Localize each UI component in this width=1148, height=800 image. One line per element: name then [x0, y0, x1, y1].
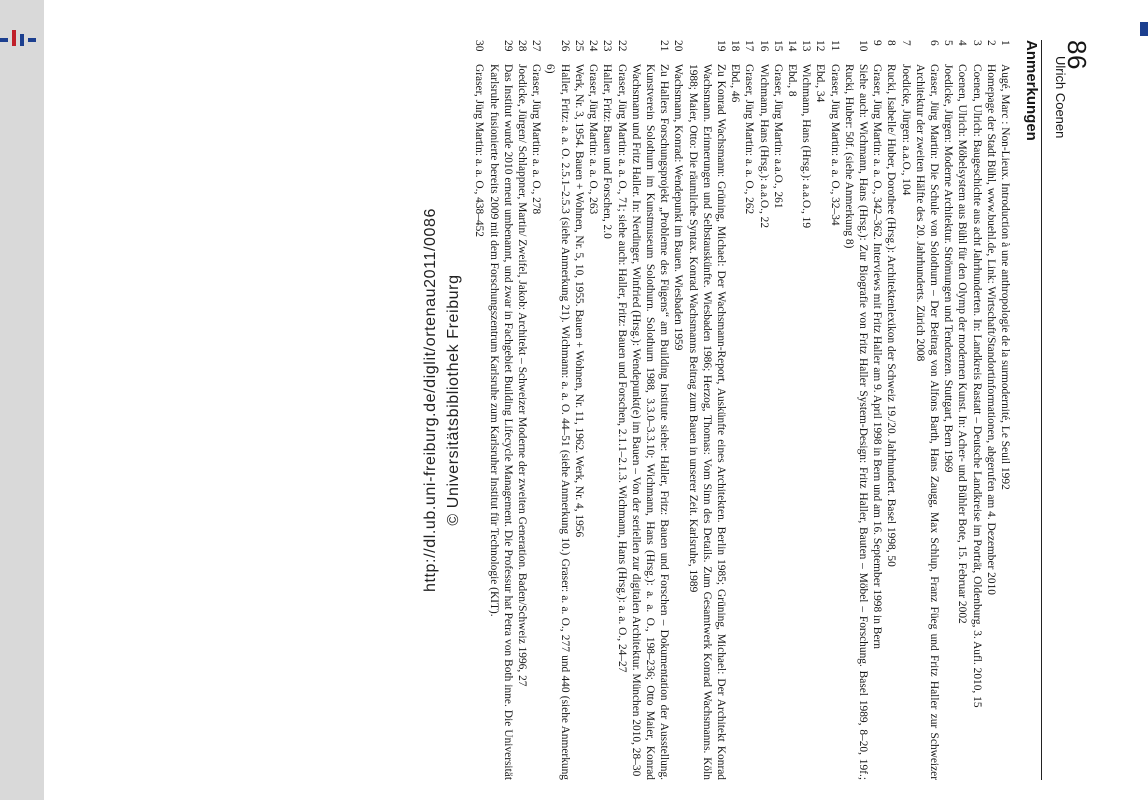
note-text: Ebd., 8: [785, 64, 798, 97]
note-number: 25: [572, 40, 585, 52]
note-text: Graser, Jürg Martin: a. a. O., 32–34: [828, 64, 841, 226]
note-number: 8: [885, 40, 898, 46]
note-item: [771, 40, 785, 780]
note-number: 17: [743, 40, 756, 52]
note-number: 14: [785, 40, 798, 52]
note-text: Ebd., 46: [729, 64, 742, 103]
note-number: 20: [672, 40, 685, 52]
note-item: [969, 40, 983, 780]
note-item: [671, 40, 685, 780]
note-item: [586, 40, 600, 780]
note-number: 6: [927, 40, 940, 46]
corner-marker-icon: [1140, 22, 1148, 36]
note-text: Graser, Jürg Martin: a. a. O., 342–362. Interviews mit Fritz Haller am 9. April 1998 in Bern und am 16. September 1998 in Bern: [871, 64, 884, 649]
note-item: [515, 40, 529, 780]
note-text: Zu Hallers Forschungsprojekt „Probleme des Fügens“ am Building Institute siehe: Haller, Fritz: Bauen und Forschen – Dokumentation der Ausstellung. Kunstverein Solothurn im Kunstmuseum Solothurn. Solothurn 1988, 3.3.0–3.3.10; Wichmann, Hans (Hrsg.): a. a. O., 198–236; Otto Maier, Konrad Wachsmann und Fritz Haller. In: Nerdinger, Winfried (Hrsg.): Wendepunkt(e) im Bauen – Von der seriellen zur digitalen Architektur. München 2010, 28–30: [629, 64, 671, 780]
note-number: 13: [800, 40, 813, 52]
note-number: 16: [757, 40, 770, 52]
note-number: 26: [558, 40, 571, 52]
note-item: [842, 40, 870, 780]
note-item: [813, 40, 827, 780]
note-item: [685, 40, 728, 780]
note-number: 11: [828, 40, 841, 51]
watermark-copyright: © Universitätsbibliothek Freiburg: [445, 274, 462, 526]
note-number: 21: [658, 40, 671, 52]
note-number: 29: [501, 40, 514, 52]
note-item: [941, 40, 955, 780]
note-number: 19: [714, 40, 727, 52]
note-text: Graser, Jürg Martin: a. a. O., 278: [530, 64, 543, 215]
note-item: [543, 40, 571, 780]
note-number: 18: [729, 40, 742, 52]
note-text: Graser, Jürg Martin: a. a. O., 438–452: [473, 64, 486, 238]
note-text: Graser, Jürg Martin: a. a. O., 263: [587, 64, 600, 215]
note-text: Joedicke, Jürgen: a.a.O., 104: [899, 64, 912, 196]
note-text: Wichmann, Hans (Hrsg.): a.a.O., 22: [757, 64, 770, 229]
note-text: Graser, Jürg Martin: a.a.O., 261: [771, 64, 784, 209]
section-heading: Anmerkungen: [1023, 40, 1040, 141]
note-item: [486, 40, 514, 780]
note-item: [884, 40, 898, 780]
note-text: Graser, Jürg Martin: a. a. O., 71; siehe auch: Haller, Fritz: Bauen und Forschen, 2.1.1–2.1.3. Wichmann, Hans (Hrsg.): a. a. O., 24–27: [615, 64, 628, 673]
note-number: 23: [601, 40, 614, 52]
note-number: 24: [587, 40, 600, 52]
note-item: [799, 40, 813, 780]
note-item: [600, 40, 614, 780]
note-text: Wachsmann, Konrad: Wendepunkt im Bauen. Wiesbaden 1959: [672, 64, 685, 351]
note-item: [870, 40, 884, 780]
note-item: [728, 40, 742, 780]
note-number: 7: [899, 40, 912, 46]
page-number: 86: [1062, 40, 1092, 70]
watermark: [414, 0, 470, 800]
note-number: 9: [871, 40, 884, 46]
note-text: Das Institut wurde 2010 erneut umbenannt, und zwar in Fachgebiet Building Lifecycle Management. Die Professur hat Petra von Both inne. Die Universität Karlsruhe fusionierte bereits 2009 mit dem Forschungszentrum Karlsruhe zum Karlsruher Institut für Technologie (KIT).: [487, 64, 514, 780]
note-text: Siehe auch: Wichmann, Hans (Hrsg.): Zur Biografie von Fritz Haller System-Design: Fritz Haller, Bauten – Möbel – Forschung. Basel 1989, 8–20, 19f.; Rucki, Huber: 50f. (siehe Anmerkung 8): [842, 64, 869, 780]
note-number: 15: [771, 40, 784, 52]
note-item: [898, 40, 912, 780]
note-number: 30: [473, 40, 486, 52]
note-item: [572, 40, 586, 780]
note-item: [614, 40, 628, 780]
note-number: 1: [999, 40, 1011, 46]
note-item: [785, 40, 799, 780]
note-text: Joedicke, Jürgen/ Schlappner, Martin/ Zweifel, Jakob: Architekt – Schweizer Moderne der zweiten Generation. Baden/Schweiz 1996, 27: [516, 64, 529, 687]
note-text: Coenen, Ulrich: Baugeschichte aus acht Jahrhunderten. In: Landkreis Rastatt – Deutsche Landkreise im Porträt, Oldenburg, 3. Aufl. 2010, 15: [970, 64, 983, 708]
note-text: Zu Konrad Wachsmann: Grüning, Michael: Der Wachsmann-Report, Auskünfte eines Architekten. Berlin 1985; Grüning, Michael: Der Architekt Konrad Wachsmann. Erinnerungen und Selbstauskünfte. Wiesbaden 1986; Herzog, Thomas: Vom Sinn des Details. Zum Gesamtwerk Konrad Wachsmanns. Köln 1988; Maier, Otto: Die räumliche Syntax. Konrad Wachsmanns Beitrag zum Bauen in unserer Zeit. Karlsruhe, 1989: [686, 64, 727, 780]
watermark-url[interactable]: http://dl.ub.uni-freiburg.de/diglit/ortenau2011/0086: [422, 207, 439, 593]
note-number: 27: [530, 40, 543, 52]
note-item: [955, 40, 969, 780]
note-item: [827, 40, 841, 780]
note-number: 22: [615, 40, 628, 52]
note-text: Werk, Nr. 3, 1954. Bauen + Wohnen, Nr. 5, 10, 1955. Bauen + Wohnen, Nr. 11, 1962. Werk, Nr. 4, 1956: [572, 64, 585, 538]
note-number: 4: [956, 40, 969, 46]
note-number: 5: [942, 40, 955, 46]
note-text: Augé, Marc : Non-Lieux. Introduction à une anthropologie de la surmodernité, Le Seuil 1992: [999, 64, 1011, 490]
note-text: Homepage der Stadt Bühl, www.buehl.de, Link: Wirtschaft/Standortinformationen, abgerufen am 4. Dezember 2010: [984, 64, 997, 595]
note-text: Haller, Fritz: a. a. O. 2.5.1–2.5.3 (siehe Anmerkung 21). Wichmann: a. a. O. 44–51 (siehe Anmerkung 10.) Graser: a. a. O., 277 und 440 (siehe Anmerkung 6): [544, 64, 571, 780]
running-head-author: Ulrich Coenen: [1053, 56, 1068, 139]
note-item: [472, 40, 486, 780]
note-item: [913, 40, 941, 780]
note-text: Wichmann, Hans (Hrsg.): a.a.O., 19: [800, 64, 813, 229]
note-item: [998, 40, 1012, 780]
note-item: [756, 40, 770, 780]
note-text: Coenen, Ulrich: Möbelsystem aus Bühl für den Olymp der modernen Kunst. In: Acher- und Bühler Bote, 15. Februar 2002: [956, 64, 969, 624]
note-text: Rucki, Isabelle/ Huber, Dorothee (Hrsg.): Architektenlexikon der Schweiz 19./20. Jahrhundert. Basel 1998, 50: [885, 64, 898, 567]
viewer-sidebar: [0, 0, 44, 800]
note-item: [984, 40, 998, 780]
note-item: [529, 40, 543, 780]
note-text: Graser, Jürg Martin: a. a. O., 262: [743, 64, 756, 215]
note-number: 2: [984, 40, 997, 46]
note-number: 10: [856, 40, 869, 52]
note-text: Joedicke, Jürgen: Moderne Architektur. Strömungen und Tendenzen. Stuttgart, Bern 1969: [942, 64, 955, 473]
note-item: [629, 40, 672, 780]
note-text: Graser, Jürg Martin: Die Schule von Solothurn – Der Beitrag von Alfons Barth, Hans Zaugg, Max Schlup, Franz Füeg und Fritz Haller zur Schweizer Architektur der zweiten Hälfte des 20. Jahrhunderts. Zürich 2008: [913, 64, 940, 780]
note-number: 28: [516, 40, 529, 52]
running-head: [1041, 40, 1098, 780]
note-text: Haller, Fritz: Bauen und Forschen, 2.0: [601, 64, 614, 239]
note-number: 12: [814, 40, 827, 52]
note-number: 3: [970, 40, 983, 46]
notes-list: [472, 40, 1012, 780]
document-page: [98, 40, 1098, 780]
note-item: [742, 40, 756, 780]
note-text: Ebd., 34: [814, 64, 827, 103]
library-logo-icon: [0, 28, 40, 48]
